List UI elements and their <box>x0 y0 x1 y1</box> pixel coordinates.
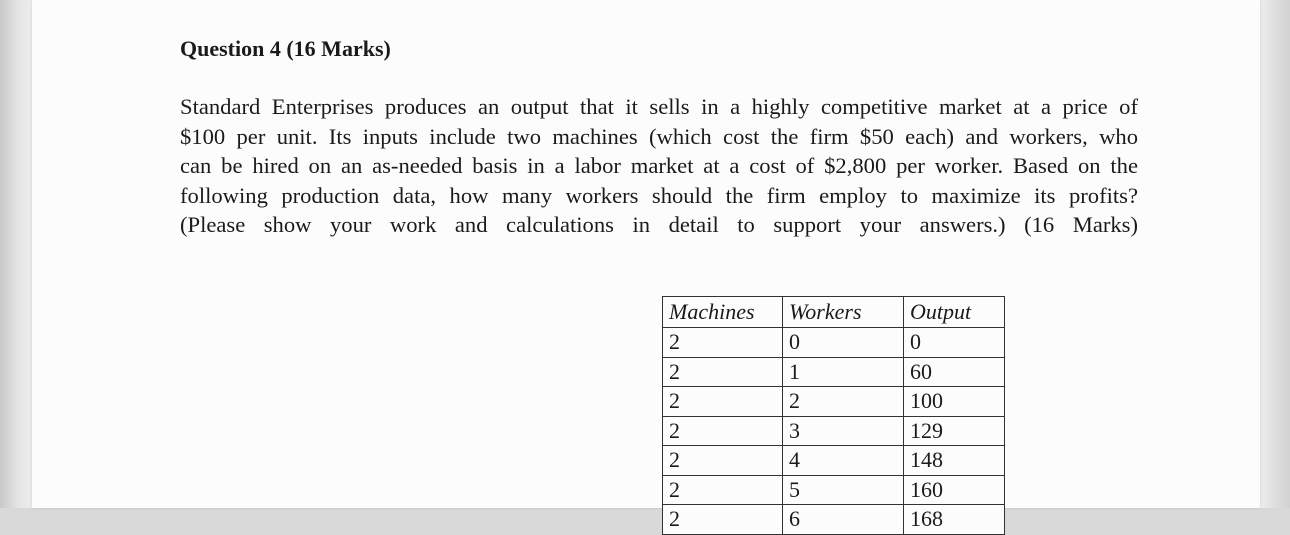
cell-machines: 2 <box>663 328 783 358</box>
cell-workers: 0 <box>783 328 904 358</box>
cell-machines: 2 <box>663 475 783 505</box>
cell-machines: 2 <box>663 416 783 446</box>
document-page <box>32 0 1260 532</box>
paragraph-line: Standard Enterprises produces an output that it sells in a highly competitive market at a price of <box>180 94 1138 119</box>
paragraph-line: $100 per unit. Its inputs include two machines (which cost the firm $50 each) and workers, who <box>180 123 1138 149</box>
cell-output: 168 <box>904 505 1005 535</box>
question-paragraph <box>180 92 1138 240</box>
column-header-workers: Workers <box>783 297 904 328</box>
paragraph-line: can be hired on an as-needed basis in a labor market at a cost of $2,800 per worker. Based on the <box>180 153 1138 178</box>
cell-workers: 1 <box>783 357 904 387</box>
question-heading: Question 4 (16 Marks) <box>180 36 391 61</box>
cell-machines: 2 <box>663 387 783 417</box>
cell-output: 0 <box>904 328 1005 358</box>
cell-output: 100 <box>904 387 1005 417</box>
table-row <box>663 387 1005 417</box>
paragraph-line: (Please show your work and calculations in detail to support your answers.) (16 Marks) <box>180 212 1138 237</box>
table-row <box>663 505 1005 535</box>
cell-workers: 2 <box>783 387 904 417</box>
cell-output: 60 <box>904 357 1005 387</box>
question-block <box>180 34 1150 532</box>
cell-workers: 5 <box>783 475 904 505</box>
cell-output: 129 <box>904 416 1005 446</box>
cell-output: 148 <box>904 446 1005 476</box>
production-table <box>662 296 1005 535</box>
cell-machines: 2 <box>663 357 783 387</box>
table-header-row <box>663 297 1005 328</box>
cell-output: 160 <box>904 475 1005 505</box>
cell-workers: 4 <box>783 446 904 476</box>
production-table-wrapper <box>662 296 1005 535</box>
table-row <box>663 475 1005 505</box>
cell-workers: 3 <box>783 416 904 446</box>
table-row <box>663 328 1005 358</box>
table-row <box>663 416 1005 446</box>
cell-machines: 2 <box>663 505 783 535</box>
column-header-machines: Machines <box>663 297 783 328</box>
table-row <box>663 357 1005 387</box>
cell-workers: 6 <box>783 505 904 535</box>
table-row <box>663 446 1005 476</box>
column-header-output: Output <box>904 297 1005 328</box>
cell-machines: 2 <box>663 446 783 476</box>
paragraph-line: following production data, how many workers should the firm employ to maximize its profits? <box>180 182 1138 208</box>
